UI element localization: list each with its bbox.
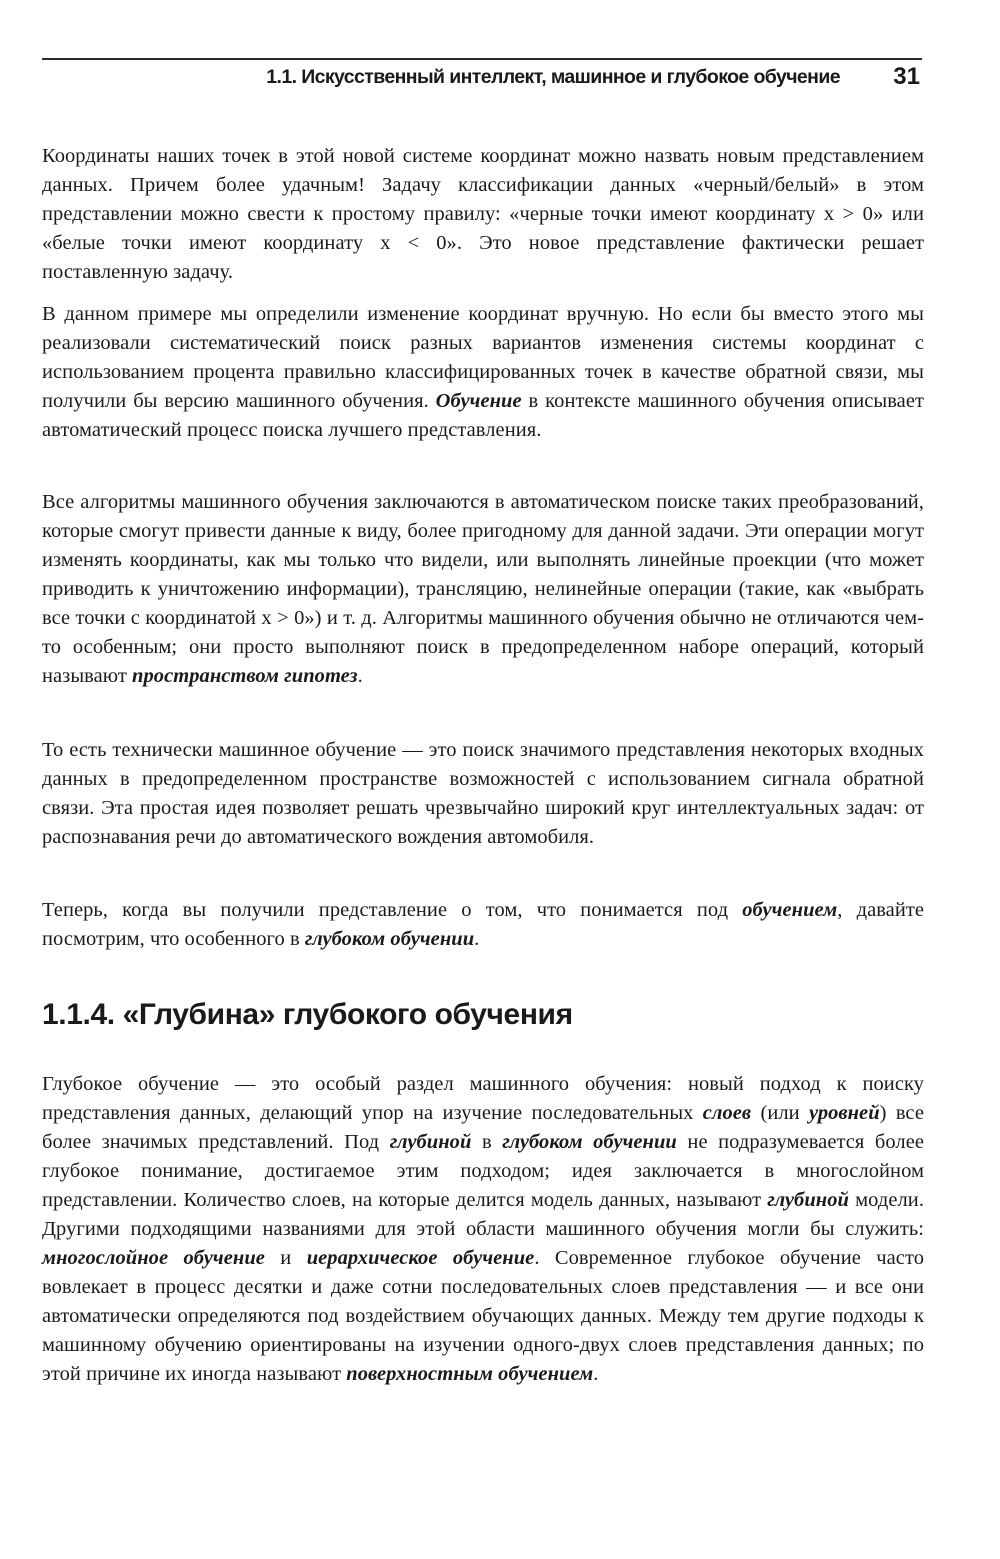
term-depth: глубиной [767, 1189, 849, 1211]
term-levels: уровней [808, 1102, 880, 1124]
term-deep-learning: глубоком обучении [304, 928, 475, 950]
paragraph-2-text: В данном примере мы определили изменение координат вручную. Но если бы вместо этого мы реализовали систематический поиск разных вариантов изменения системы координат с использованием процента правильно классифицированных точек в качестве обратной связи, мы получили бы версию машинного обучения. [42, 303, 924, 412]
running-header-title: 1.1. Искусственный интеллект, машинное и глубокое обучение [266, 66, 840, 88]
page-number: 31 [893, 63, 920, 90]
paragraph-2 [42, 300, 924, 445]
paragraph-6-text: (или [751, 1102, 809, 1124]
term-depth: глубиной [389, 1131, 472, 1153]
paragraph-6-text: Глубокое обучение — это особый раздел машинного обучения: новый подход к поиску представления данных, делающий упор на изучение последовательных [42, 1073, 924, 1124]
paragraph-3-text: Все алгоритмы машинного обучения заключаются в автоматическом поиске таких преобразований, которые смогут привести данные к виду, более пригодному для данной задачи. Эти операции могут изменять координаты, как мы только что видели, или выполнять линейные проекции (что может приводить к уничтожению информации), трансляцию, нелинейные операции (такие, как «выбрать все точки с координатой x > 0») и т. д. Алгоритмы машинного обучения обычно не отличаются чем-то особенным; они просто выполняют поиск в предопределенном наборе операций, который называют [42, 491, 924, 687]
paragraph-2-text-end: в контексте машинного обучения описывает автоматический процесс поиска лучшего представления. [42, 390, 924, 441]
paragraph-5-text-mid: , давайте посмотрим, что особенного в [42, 899, 925, 950]
paragraph-6-text: и [264, 1247, 307, 1269]
header-rule [42, 58, 922, 60]
section-heading: 1.1.4. «Глубина» глубокого обучения [42, 998, 573, 1031]
paragraph-6-text: . Современное глубокое обучение часто вовлекает в процесс десятки и даже сотни последовательных слоев представления — и все они автоматически определяются под воздействием обучающих данных. Между тем другие подходы к машинному обучению ориентированы на изучении одного-двух слоев представления данных; по этой причине их иногда называют [42, 1247, 924, 1385]
paragraph-6-text: модели. Другими подходящими названиями для этой области машинного обучения могли бы служить: [42, 1189, 924, 1240]
term-multilayer-learning: многослойное обучение [42, 1247, 265, 1269]
term-obuchenie: Обучение [435, 390, 522, 412]
paragraph-4-text: То есть технически машинное обучение — это поиск значимого представления некоторых входных данных в предопределенном пространстве возможностей с использованием сигнала обратной связи. Эта простая идея позволяет решать чрезвычайно широкий круг интеллектуальных задач: от распознавания речи до автоматического вождения автомобиля. [42, 739, 924, 848]
term-hypothesis-space: пространством гипотез [132, 665, 358, 687]
paragraph-6 [42, 1070, 924, 1389]
paragraph-5-text: Теперь, когда вы получили представление о том, что понимается под [42, 899, 743, 921]
paragraph-4 [42, 736, 924, 852]
term-layers: слоев [702, 1102, 752, 1124]
paragraph-5 [42, 896, 924, 954]
paragraph-1 [42, 142, 924, 287]
term-shallow-learning: поверхностным обучением [346, 1363, 594, 1385]
paragraph-3 [42, 488, 924, 691]
paragraph-6-text: не подразумевается более глубокое понимание, достигаемое этим подходом; идея заключается в многослойном представлении. Количество слоев, на которые делится модель данных, называют [42, 1131, 924, 1211]
term-deep-learning: глубоком обучении [502, 1131, 677, 1153]
paragraph-3-text-end: . [357, 665, 363, 687]
paragraph-6-text: в [471, 1131, 503, 1153]
paragraph-5-text-end: . [474, 928, 480, 950]
term-learning: обучением [742, 899, 838, 921]
paragraph-6-text-end: . [593, 1363, 599, 1385]
term-hierarchical-learning: иерархическое обучение [306, 1247, 535, 1269]
paragraph-1-text: Координаты наших точек в этой новой системе координат можно назвать новым представлением данных. Причем более удачным! Задачу классификации данных «черный/белый» в этом представлении можно свести к простому правилу: «черные точки имеют координату x > 0» или «белые точки имеют координату x < 0». Это новое представление фактически решает поставленную задачу. [42, 145, 924, 283]
paragraph-6-text: ) все более значимых представлений. Под [42, 1102, 924, 1153]
